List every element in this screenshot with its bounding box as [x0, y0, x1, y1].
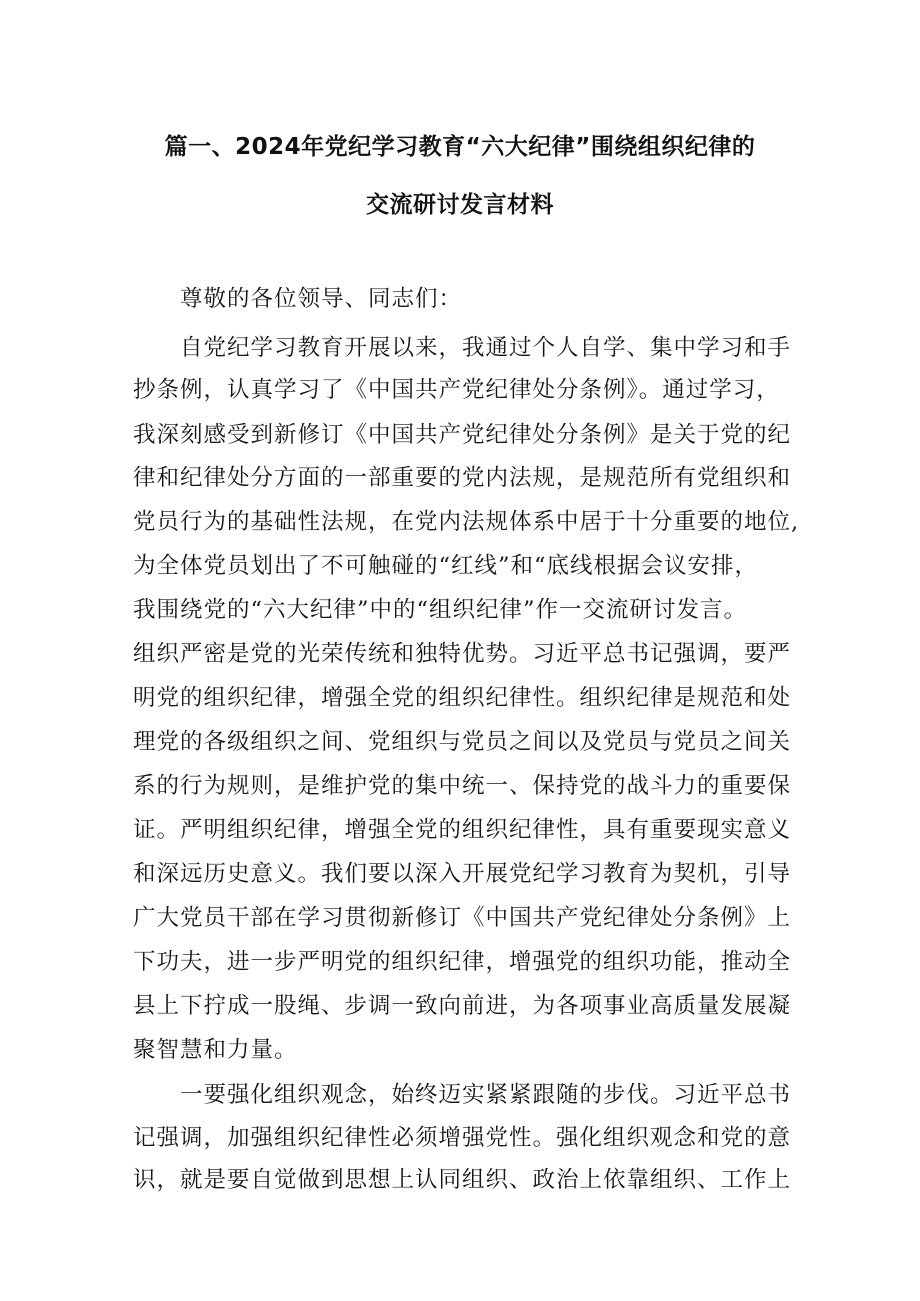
- paragraph-line: 明党的组织纪律，增强全党的组织纪律性。组织纪律是规范和处: [133, 685, 792, 711]
- paragraph-line: 聚智慧和力量。: [133, 1037, 298, 1063]
- paragraph-line: 和深远历史意义。我们要以深入开展党纪学习教育为契机，引导: [133, 861, 792, 887]
- paragraph-line: 我深刻感受到新修订《中国共产党纪律处分条例》是关于党的纪: [133, 422, 792, 448]
- document-title-line-1: 篇一、2024年党纪学习教育“六大纪律”围绕组织纪律的: [164, 134, 756, 160]
- paragraph-line: 下功夫，进一步严明党的组织纪律，增强党的组织功能，推动全: [133, 949, 792, 975]
- paragraph-line: 抄条例，认真学习了《中国共产党纪律处分条例》。通过学习，: [133, 377, 780, 403]
- paragraph-line: 为全体党员划出了不可触碰的“红线”和“底线根据会议安排，: [133, 553, 759, 579]
- paragraph-line: 识，就是要自觉做到思想上认同组织、政治上依靠组织、工作上: [133, 1167, 792, 1193]
- paragraph-line: 记强调，加强组织纪律性必须增强党性。强化组织观念和党的意: [133, 1125, 792, 1151]
- paragraph-line: 广大党员干部在学习贯彻新修订《中国共产党纪律处分条例》上: [133, 905, 792, 931]
- paragraph-line: 系的行为规则，是维护党的集中统一、保持党的战斗力的重要保: [133, 773, 792, 799]
- paragraph-line: 一要强化组织观念，始终迈实紧紧跟随的步伐。习近平总书: [180, 1082, 792, 1108]
- paragraph-line: 县上下拧成一股绳、步调一致向前进，为各项事业高质量发展凝: [133, 993, 792, 1019]
- paragraph-line: 律和纪律处分方面的一部重要的党内法规，是规范所有党组织和: [133, 465, 792, 491]
- paragraph-line: 组织严密是党的光荣传统和独特优势。习近平总书记强调，要严: [133, 641, 792, 667]
- paragraph-line: 自党纪学习教育开展以来，我通过个人自学、集中学习和手: [180, 335, 792, 361]
- paragraph-line: 党员行为的基础性法规，在党内法规体系中居于十分重要的地位,: [133, 509, 800, 535]
- salutation: 尊敬的各位领导、同志们：: [180, 286, 463, 312]
- paragraph-line: 证。严明组织纪律，增强全党的组织纪律性，具有重要现实意义: [133, 817, 792, 843]
- paragraph-line: 我围绕党的“六大纪律”中的“组织纪律”作一交流研讨发言。: [133, 597, 748, 623]
- paragraph-line: 理党的各级组织之间、党组织与党员之间以及党员与党员之间关: [133, 729, 792, 755]
- document-title-line-2: 交流研讨发言材料: [366, 192, 554, 218]
